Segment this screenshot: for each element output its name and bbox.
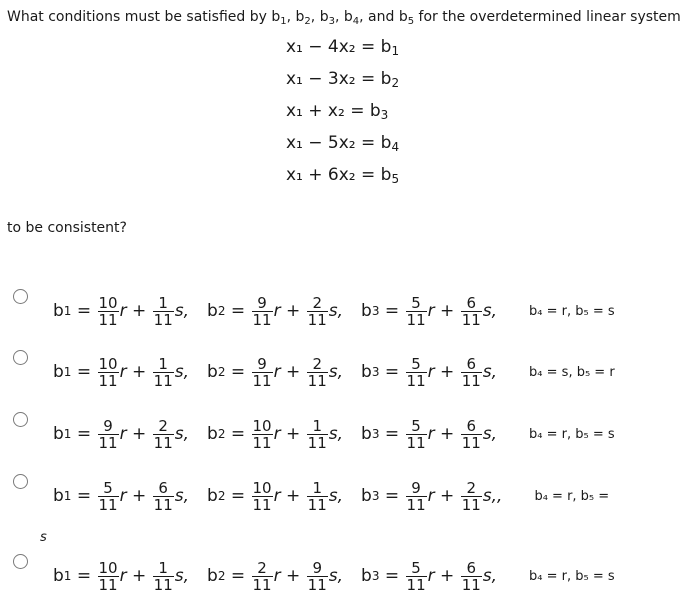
option-term: b 3 = $\frac{5}{11}$ r + $\frac{6}{11}$ s, xyxy=(361,293,498,329)
fraction: $\frac{1}{11}$ xyxy=(153,354,173,390)
equation-row: $x_1 + 6x_2 = b_5$ xyxy=(286,165,400,186)
radio-button[interactable] xyxy=(13,289,28,304)
fraction: $\frac{10}{11}$ xyxy=(98,293,118,329)
option-expression xyxy=(53,476,609,516)
fraction: $\frac{6}{11}$ xyxy=(461,558,481,594)
option-term: b 2 = $\frac{10}{11}$ r + $\frac{1}{11}$ s, xyxy=(207,478,344,514)
fraction: $\frac{6}{11}$ xyxy=(153,478,173,514)
equation-row: $x_1 + x_2 = b_3$ xyxy=(286,101,389,122)
fraction: $\frac{5}{11}$ xyxy=(406,293,426,329)
fraction: $\frac{6}{11}$ xyxy=(461,416,481,452)
option-expression xyxy=(53,414,615,454)
fraction: $\frac{9}{11}$ xyxy=(307,558,327,594)
question-outro: for the overdetermined linear system xyxy=(414,9,681,25)
equation-row: $x_1 - 3x_2 = b_2$ xyxy=(286,69,400,90)
fraction: $\frac{10}{11}$ xyxy=(252,416,272,452)
answer-option[interactable] xyxy=(0,474,695,524)
question-intro: What conditions must be satisfied by xyxy=(7,9,272,25)
fraction: $\frac{10}{11}$ xyxy=(98,558,118,594)
fraction: $\frac{2}{11}$ xyxy=(153,416,173,452)
fraction: $\frac{2}{11}$ xyxy=(252,558,272,594)
and-word: and xyxy=(368,9,399,25)
fraction: $\frac{5}{11}$ xyxy=(406,354,426,390)
option-term: b 3 = $\frac{9}{11}$ r + $\frac{2}{11}$ s,, xyxy=(361,478,503,514)
var-b5: $b_5$ xyxy=(398,9,415,27)
equation-row: $x_1 - 4x_2 = b_1$ xyxy=(286,37,400,58)
option-term: b 2 = $\frac{9}{11}$ r + $\frac{2}{11}$ s, xyxy=(207,293,344,329)
option-term: b 3 = $\frac{5}{11}$ r + $\frac{6}{11}$ s, xyxy=(361,416,498,452)
answer-option[interactable] xyxy=(0,350,695,400)
fraction: $\frac{9}{11}$ xyxy=(98,416,118,452)
answer-option[interactable] xyxy=(0,412,695,462)
fraction: $\frac{9}{11}$ xyxy=(252,293,272,329)
option-term: b 1 = $\frac{9}{11}$ r + $\frac{2}{11}$ s, xyxy=(53,416,190,452)
option-expression xyxy=(53,556,615,596)
option-expression xyxy=(53,291,615,331)
option-term: b 1 = $\frac{5}{11}$ r + $\frac{6}{11}$ s, xyxy=(53,478,190,514)
option-term: b 1 = $\frac{10}{11}$ r + $\frac{1}{11}$ s, xyxy=(53,558,190,594)
option-term: b 1 = $\frac{10}{11}$ r + $\frac{1}{11}$ s, xyxy=(53,293,190,329)
radio-button[interactable] xyxy=(13,350,28,365)
option-expression xyxy=(53,352,615,392)
fraction: $\frac{1}{11}$ xyxy=(153,558,173,594)
question-text: What conditions must be satisfied by $b_1$, $b_2$, $b_3$, $b_4$, and $b_5$ for the overdetermined linear system xyxy=(7,9,681,27)
var-b4: $b_4$ xyxy=(343,9,360,27)
radio-button[interactable] xyxy=(13,474,28,489)
option-tail: b₄ = r, b₅ = s xyxy=(529,303,615,319)
option-term: b 2 = $\frac{10}{11}$ r + $\frac{1}{11}$ s, xyxy=(207,416,344,452)
option-tail: b₄ = r, b₅ = s xyxy=(529,568,615,584)
fraction: $\frac{2}{11}$ xyxy=(307,293,327,329)
option-tail: b₄ = r, b₅ = s xyxy=(529,426,615,442)
option-term: b 3 = $\frac{5}{11}$ r + $\frac{6}{11}$ s, xyxy=(361,558,498,594)
fraction: $\frac{9}{11}$ xyxy=(406,478,426,514)
fraction: $\frac{2}{11}$ xyxy=(307,354,327,390)
var-b1: $b_1$ xyxy=(271,9,287,27)
answer-option[interactable] xyxy=(0,554,695,604)
option-term: b 3 = $\frac{5}{11}$ r + $\frac{6}{11}$ s, xyxy=(361,354,498,390)
fraction: $\frac{1}{11}$ xyxy=(307,416,327,452)
stray-text: s xyxy=(40,530,47,545)
radio-button[interactable] xyxy=(13,554,28,569)
fraction: $\frac{5}{11}$ xyxy=(98,478,118,514)
option-tail: b₄ = r, b₅ = xyxy=(534,488,610,504)
fraction: $\frac{2}{11}$ xyxy=(461,478,481,514)
fraction: $\frac{6}{11}$ xyxy=(461,293,481,329)
radio-button[interactable] xyxy=(13,412,28,427)
fraction: $\frac{9}{11}$ xyxy=(252,354,272,390)
fraction: $\frac{6}{11}$ xyxy=(461,354,481,390)
option-term: b 2 = $\frac{9}{11}$ r + $\frac{2}{11}$ s, xyxy=(207,354,344,390)
answer-option[interactable] xyxy=(0,289,695,339)
var-b2: $b_2$ xyxy=(295,9,311,27)
fraction: $\frac{10}{11}$ xyxy=(252,478,272,514)
fraction: $\frac{1}{11}$ xyxy=(153,293,173,329)
fraction: $\frac{10}{11}$ xyxy=(98,354,118,390)
option-term: b 2 = $\frac{2}{11}$ r + $\frac{9}{11}$ s, xyxy=(207,558,344,594)
prompt-text: to be consistent? xyxy=(7,220,127,236)
linear-system xyxy=(286,37,399,197)
equation-row: $x_1 - 5x_2 = b_4$ xyxy=(286,133,400,154)
fraction: $\frac{1}{11}$ xyxy=(307,478,327,514)
option-term: b 1 = $\frac{10}{11}$ r + $\frac{1}{11}$ s, xyxy=(53,354,190,390)
fraction: $\frac{5}{11}$ xyxy=(406,558,426,594)
fraction: $\frac{5}{11}$ xyxy=(406,416,426,452)
var-b3: $b_3$ xyxy=(319,9,335,27)
option-tail: b₄ = s, b₅ = r xyxy=(529,364,615,380)
